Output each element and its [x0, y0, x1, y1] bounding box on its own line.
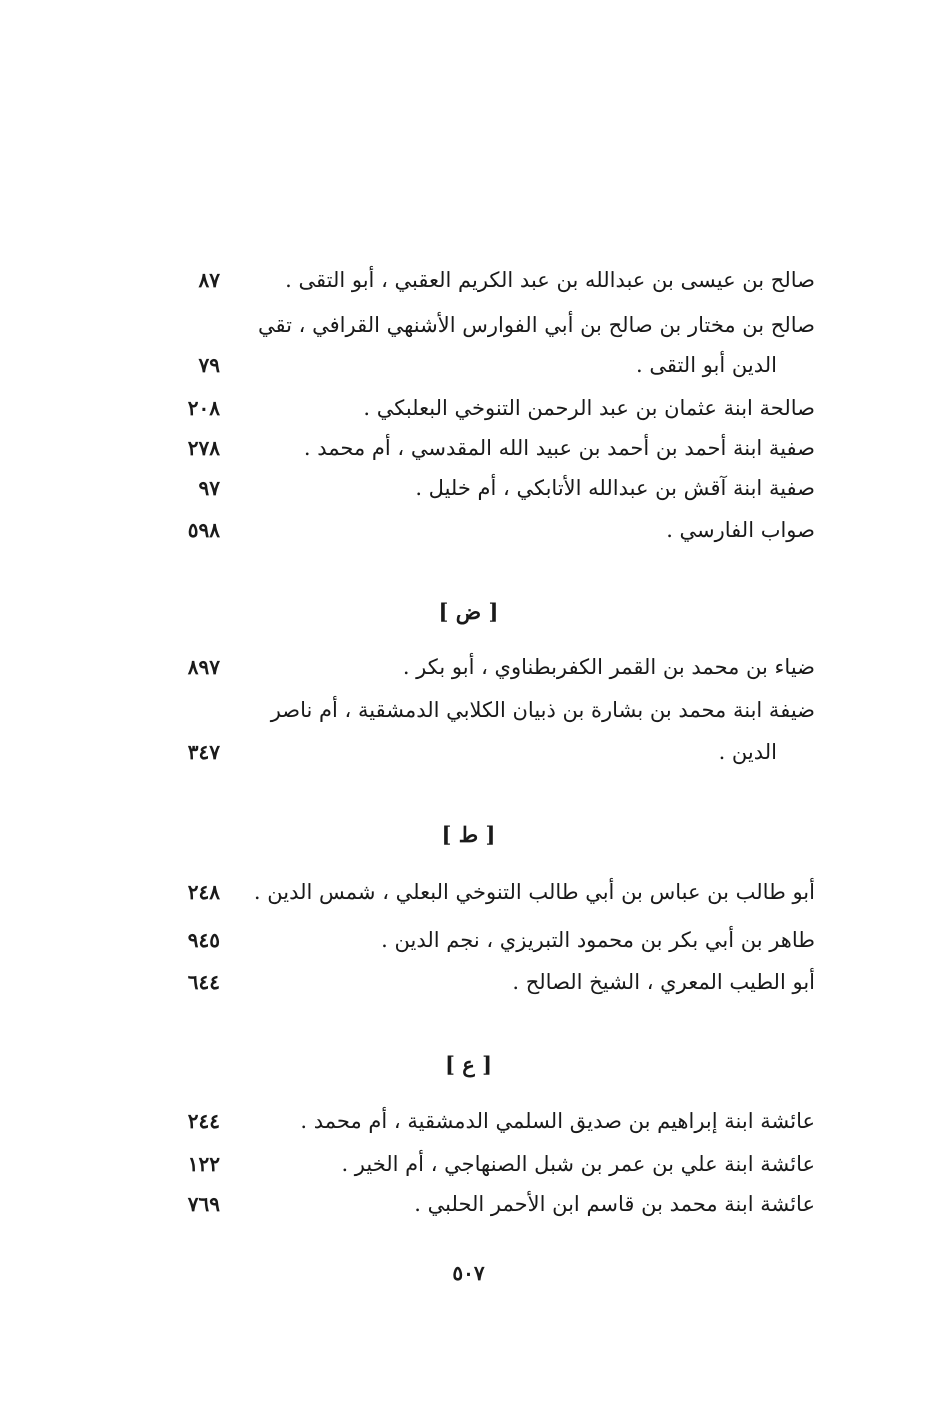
index-entry-page: ٥٩٨: [187, 518, 220, 542]
index-entry-continuation: الدين .: [718, 740, 777, 764]
index-entry-page: ٣٤٧: [187, 740, 220, 764]
index-entry-page: ٨٧: [198, 268, 220, 292]
index-entry-page: ٢٧٨: [187, 436, 220, 460]
index-entry-continuation: الدين أبو التقى .: [635, 353, 777, 377]
index-entry-page: ٧٦٩: [187, 1192, 220, 1216]
index-entry-page: ٢٤٤: [187, 1109, 220, 1133]
index-entry-name: ضيفة ابنة محمد بن بشارة بن ذبيان الكلابي الدمشقية ، أم ناصر: [270, 698, 815, 722]
index-entry-page: ٧٩: [198, 353, 220, 377]
index-entry-name: صالح بن عيسى بن عبدالله بن عبد الكريم العقبي ، أبو التقى .: [285, 268, 815, 292]
section-heading-ta: [ ط ]: [441, 822, 496, 847]
index-entry-page: ٩٤٥: [187, 928, 220, 952]
index-entry-name: أبو الطيب المعري ، الشيخ الصالح .: [512, 970, 815, 994]
section-heading-ain: [ ع ]: [444, 1052, 493, 1077]
index-entry-page: ١٢٢: [187, 1152, 220, 1176]
index-entry-name: عائشة ابنة إبراهيم بن صديق السلمي الدمشقية ، أم محمد .: [300, 1109, 815, 1133]
index-entry-name: صالح بن مختار بن صالح بن أبي الفوارس الأشنهي القرافي ، تقي: [258, 313, 815, 337]
index-entry-name: أبو طالب بن عباس بن أبي طالب التنوخي البعلي ، شمس الدين .: [253, 880, 815, 904]
index-entry-name: عائشة ابنة علي بن عمر بن شبل الصنهاجي ، أم الخير .: [341, 1152, 815, 1176]
index-entry-page: ٨٩٧: [187, 655, 220, 679]
index-entry-page: ٢٠٨: [187, 396, 220, 420]
index-entry-page: ٩٧: [198, 476, 220, 500]
index-entry-name: طاهر بن أبي بكر بن محمود التبريزي ، نجم الدين .: [381, 928, 815, 952]
index-entry-name: ضياء بن محمد بن القمر الكفربطناوي ، أبو بكر .: [402, 655, 815, 679]
index-entry-name: عائشة ابنة محمد بن قاسم ابن الأحمر الحلبي .: [414, 1192, 815, 1216]
index-entry-page: ٦٤٤: [187, 970, 220, 994]
index-entry-name: صفية ابنة أحمد بن أحمد بن عبيد الله المقدسي ، أم محمد .: [303, 436, 815, 460]
index-entry-name: صواب الفارسي .: [666, 518, 815, 542]
index-entry-name: صفية ابنة آقش بن عبدالله الأتابكي ، أم خليل .: [415, 476, 815, 500]
section-heading-dad: [ ض ]: [438, 599, 499, 624]
page-number: ٥٠٧: [452, 1261, 485, 1285]
index-entry-name: صالحة ابنة عثمان بن عبد الرحمن التنوخي البعلبكي .: [363, 396, 815, 420]
index-entry-page: ٢٤٨: [187, 880, 220, 904]
